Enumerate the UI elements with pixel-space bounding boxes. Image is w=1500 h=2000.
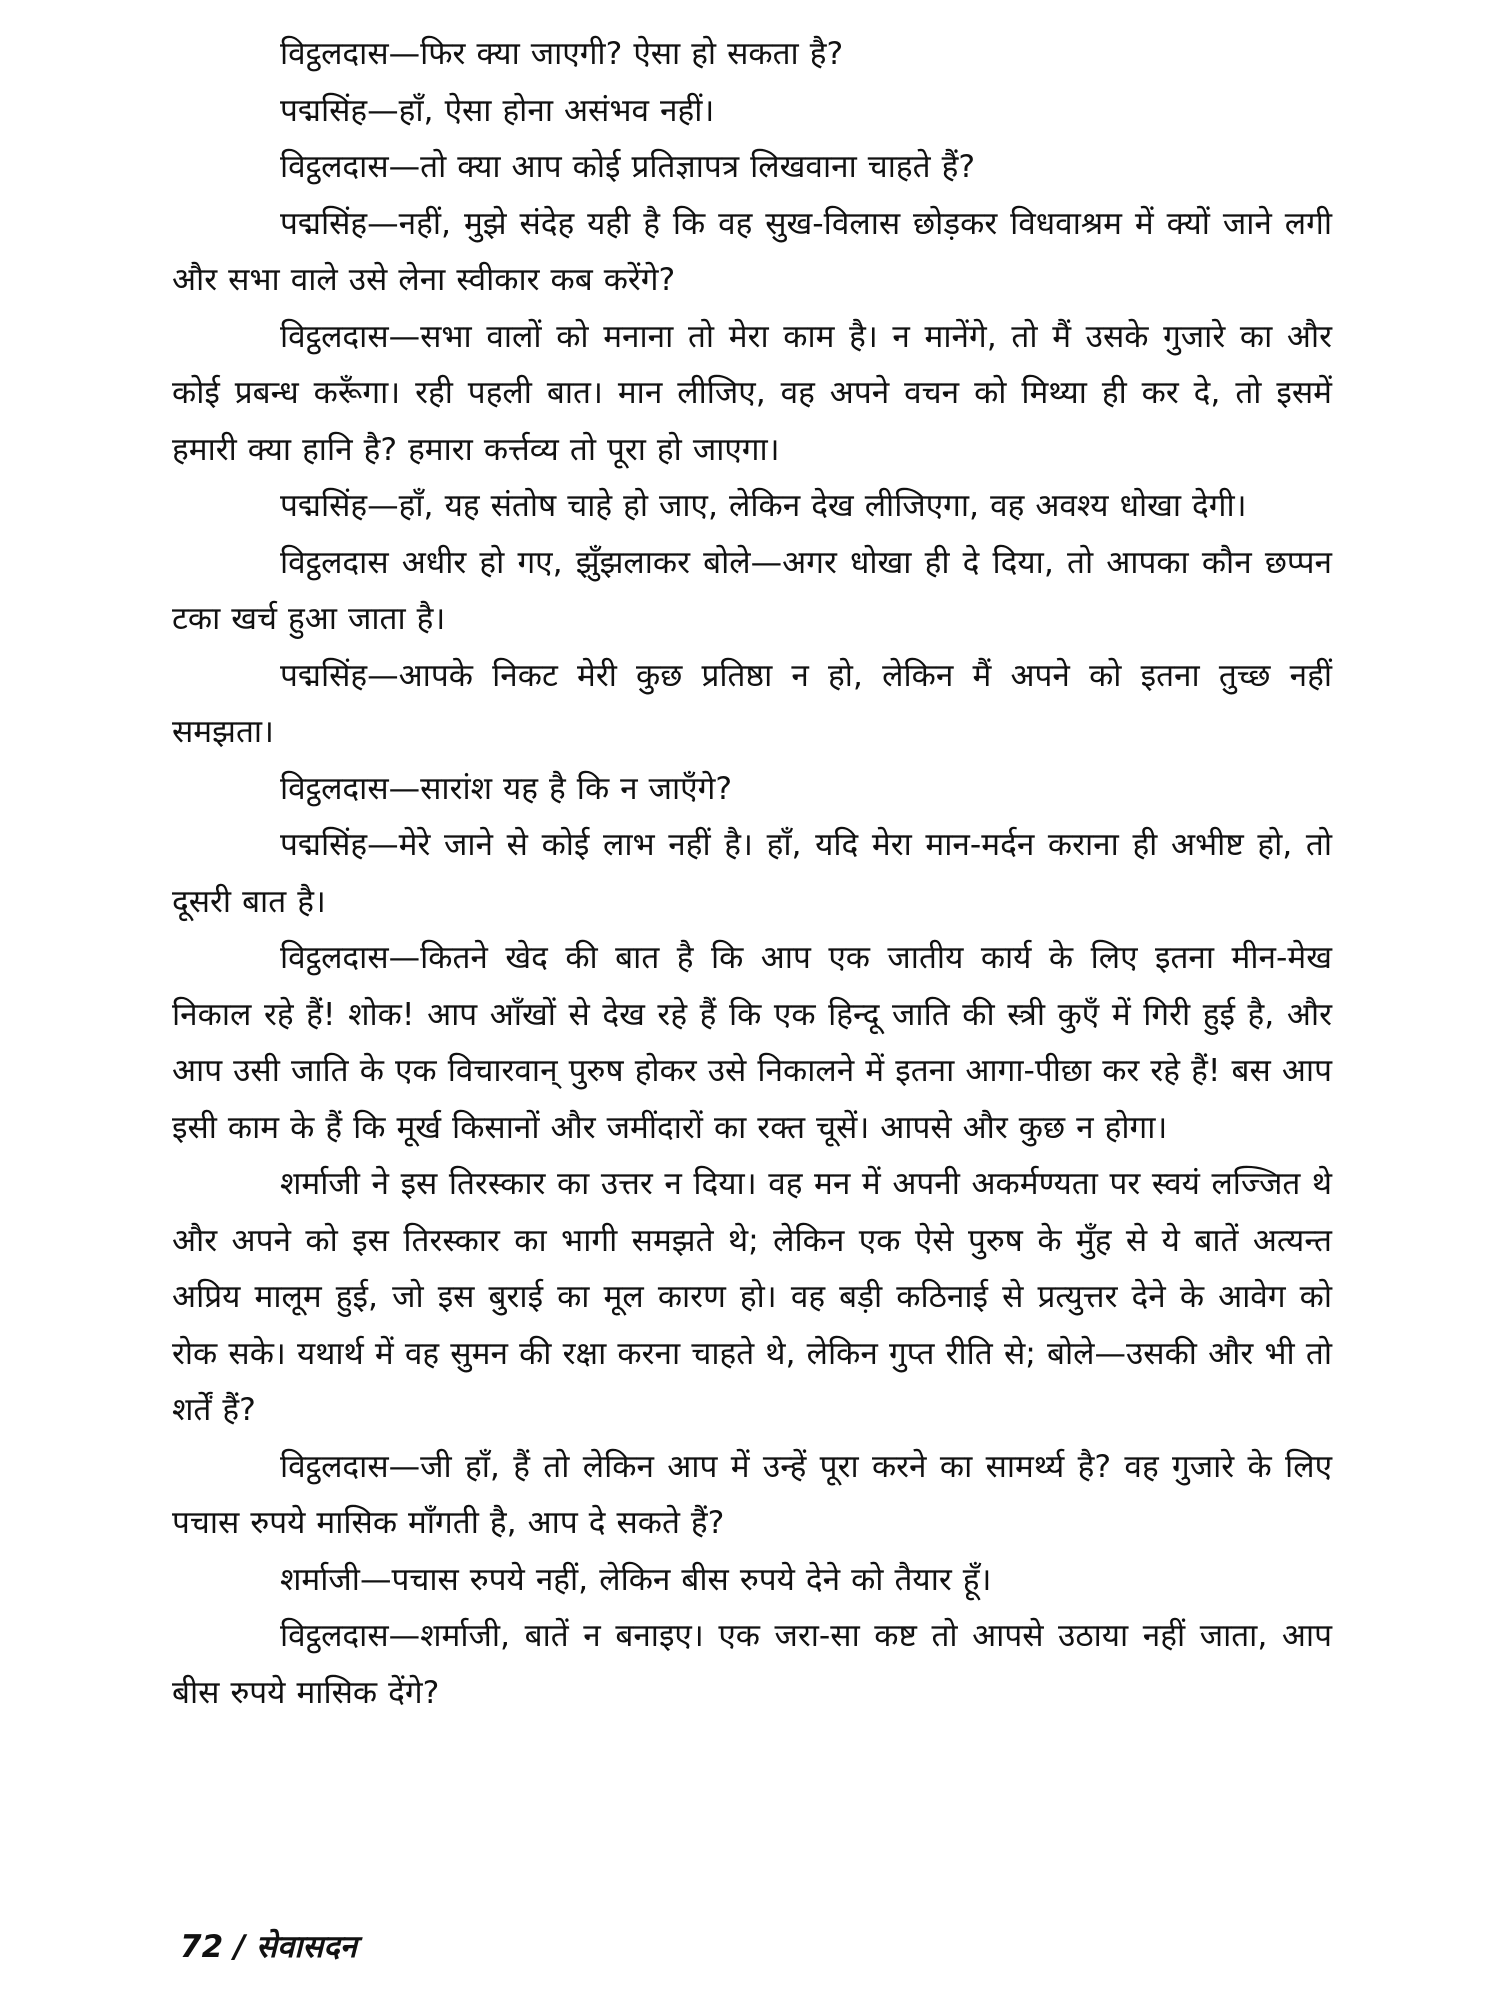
paragraph-11: विट्ठलदास—कितने खेद की बात है कि आप एक जातीय कार्य के लिए इतना मीन-मेख निकाल रहे हैं! शोक! आप आँखों से देख रहे हैं कि एक हिन्दू जाति की स्त्री कुएँ में गिरी हुई है, और आप उसी जाति के एक विचारवान् पुरुष होकर उसे निकालने में इतना आगा-पीछा कर रहे हैं! बस आप इसी काम के हैं कि मूर्ख किसानों और जमींदारों का रक्त चूसें। आपसे और कुछ न होगा। xyxy=(172,940,1332,1146)
paragraph-13: विट्ठलदास—जी हाँ, हैं तो लेकिन आप में उन्हें पूरा करने का सामर्थ्य है? वह गुजारे के लिए पचास रुपये मासिक माँगती है, आप दे सकते हैं? xyxy=(172,1448,1332,1541)
page-footer: 72 / सेवासदन xyxy=(180,1929,357,1965)
paragraph-6: पद्मसिंह—हाँ, यह संतोष चाहे हो जाए, लेकिन देख लीजिएगा, वह अवश्य धोखा देगी। xyxy=(280,488,1247,524)
paragraph-7: विट्ठलदास अधीर हो गए, झुँझलाकर बोले—अगर धोखा ही दे दिया, तो आपका कौन छप्पन टका खर्च हुआ जाता है। xyxy=(172,544,1332,637)
paragraph-2: पद्मसिंह—हाँ, ऐसा होना असंभव नहीं। xyxy=(280,92,715,129)
paragraph-1: विट्ठलदास—फिर क्या जाएगी? ऐसा हो सकता है? xyxy=(280,36,844,72)
paragraph-15: विट्ठलदास—शर्माजी, बातें न बनाइए। एक जरा-सा कष्ट तो आपसे उठाया नहीं जाता, आप बीस रुपये मासिक देंगे? xyxy=(172,1618,1332,1711)
page-body xyxy=(172,26,1332,1721)
paragraph-14: शर्माजी—पचास रुपये नहीं, लेकिन बीस रुपये देने को तैयार हूँ। xyxy=(280,1561,992,1598)
paragraph-4: पद्मसिंह—नहीं, मुझे संदेह यही है कि वह सुख-विलास छोड़कर विधवाश्रम में क्यों जाने लगी और सभा वाले उसे लेना स्वीकार कब करेंगे? xyxy=(172,205,1332,298)
paragraph-10: पद्मसिंह—मेरे जाने से कोई लाभ नहीं है। हाँ, यदि मेरा मान-मर्दन कराना ही अभीष्ट हो, तो दूसरी बात है। xyxy=(172,827,1332,920)
paragraph-3: विट्ठलदास—तो क्या आप कोई प्रतिज्ञापत्र लिखवाना चाहते हैं? xyxy=(280,149,976,185)
paragraph-12: शर्माजी ने इस तिरस्कार का उत्तर न दिया। वह मन में अपनी अकर्मण्यता पर स्वयं लज्जित थे और अपने को इस तिरस्कार का भागी समझते थे; लेकिन एक ऐसे पुरुष के मुँह से ये बातें अत्यन्त अप्रिय मालूम हुई, जो इस बुराई का मूल कारण हो। वह बड़ी कठिनाई से प्रत्युत्तर देने के आवेग को रोक सके। यथार्थ में वह सुमन की रक्षा करना चाहते थे, लेकिन गुप्त रीति से; बोले—उसकी और भी तो शर्तें हैं? xyxy=(172,1166,1332,1428)
paragraph-5: विट्ठलदास—सभा वालों को मनाना तो मेरा काम है। न मानेंगे, तो मैं उसके गुजारे का और कोई प्रबन्ध करूँगा। रही पहली बात। मान लीजिए, वह अपने वचन को मिथ्या ही कर दे, तो इसमें हमारी क्या हानि है? हमारा कर्त्तव्य तो पूरा हो जाएगा। xyxy=(172,318,1332,468)
paragraph-8: पद्मसिंह—आपके निकट मेरी कुछ प्रतिष्ठा न हो, लेकिन मैं अपने को इतना तुच्छ नहीं समझता। xyxy=(172,657,1332,750)
paragraph-9: विट्ठलदास—सारांश यह है कि न जाएँगे? xyxy=(280,770,733,807)
